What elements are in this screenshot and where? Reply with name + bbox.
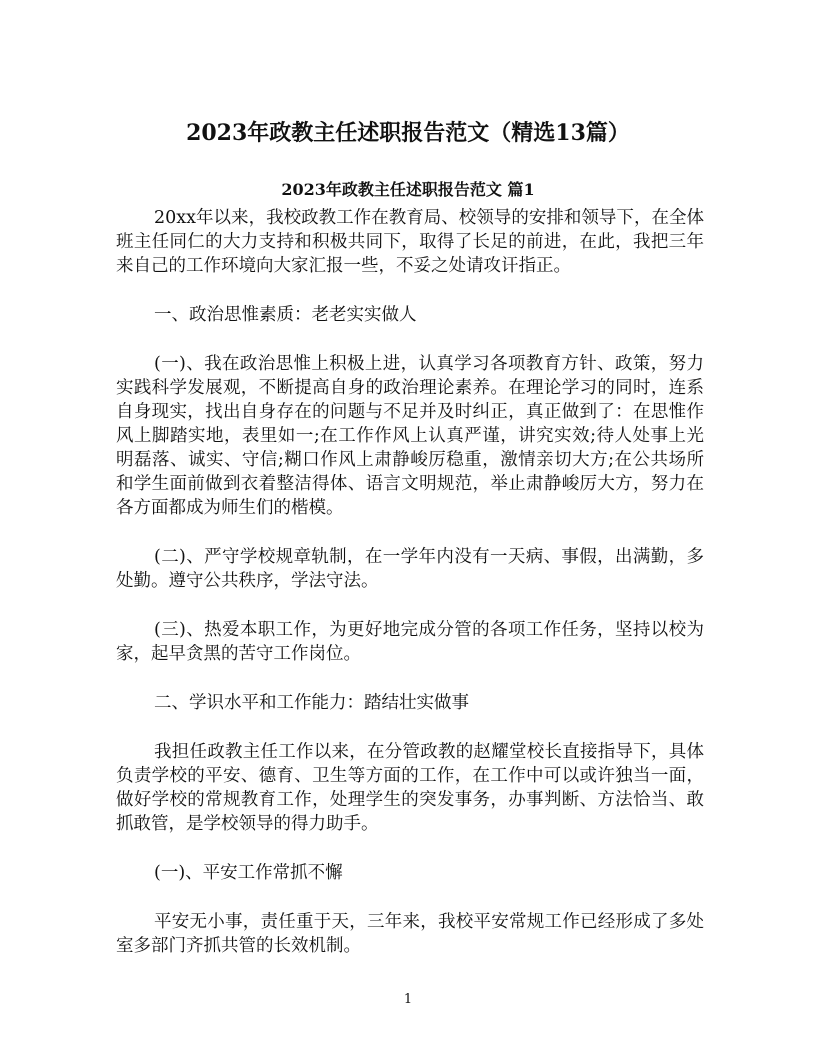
paragraph-line: 家，起早贪黑的苦守工作岗位。 — [116, 644, 361, 664]
paragraph-line: 班主任同仁的大力支持和积极共同下，取得了长足的前进，在此，我把三年 — [116, 232, 704, 252]
paragraph — [116, 303, 704, 327]
paragraph — [116, 618, 704, 666]
paragraph — [116, 861, 704, 885]
paragraph-line: 各方面都成为师生们的楷模。 — [116, 498, 344, 518]
paragraph — [116, 352, 704, 520]
paragraph-line: 20xx年以来，我校政教工作在教育局、校领导的安排和领导下，在全体 — [154, 208, 704, 228]
paragraph-line: 做好学校的常规教育工作，处理学生的突发事务，办事判断、方法恰当、敢 — [116, 790, 704, 810]
document-body — [116, 206, 704, 958]
paragraph-line: 风上脚踏实地，表里如一;在工作作风上认真严谨，讲究实效;待人处事上光 — [116, 426, 704, 446]
paragraph-line: 负责学校的平安、德育、卫生等方面的工作，在工作中可以或许独当一面， — [116, 766, 704, 786]
paragraph-line: 来自己的工作环境向大家汇报一些，不妥之处请攻讦指正。 — [116, 256, 571, 276]
paragraph-line: 二、学识水平和工作能力：踏结壮实做事 — [154, 693, 469, 713]
paragraph-line: (二)、严守学校规章轨制，在一学年内没有一天病、事假，出满勤，多 — [154, 547, 704, 567]
paragraph-line: 抓敢管，是学校领导的得力助手。 — [116, 814, 379, 834]
paragraph-line: 一、政治思惟素质：老老实实做人 — [154, 305, 417, 325]
paragraph-line: 实践科学发展观，不断提高自身的政治理论素养。在理论学习的同时，连系 — [116, 378, 704, 398]
paragraph — [116, 206, 704, 278]
paragraph-line: (一)、平安工作常抓不懈 — [154, 863, 343, 883]
paragraph-line: 室多部门齐抓共管的长效机制。 — [116, 936, 361, 956]
document-title: 2023年政教主任述职报告范文（精选13篇） — [186, 120, 630, 146]
paragraph — [116, 910, 704, 958]
paragraph-line: 处勤。遵守公共秩序，学法守法。 — [116, 571, 379, 591]
paragraph-line: (一)、我在政治思惟上积极上进，认真学习各项教育方针、政策，努力 — [154, 354, 704, 374]
paragraph — [116, 545, 704, 593]
paragraph-line: 平安无小事，责任重于天，三年来，我校平安常规工作已经形成了多处 — [154, 912, 704, 932]
paragraph-line: 和学生面前做到衣着整洁得体、语言文明规范，举止肃静峻厉大方，努力在 — [116, 474, 704, 494]
paragraph-line: (三)、热爱本职工作，为更好地完成分管的各项工作任务，坚持以校为 — [154, 620, 704, 640]
paragraph — [116, 740, 704, 836]
section-heading: 2023年政教主任述职报告范文 篇1 — [281, 180, 535, 199]
paragraph-line: 明磊落、诚实、守信;糊口作风上肃静峻厉稳重，激情亲切大方;在公共场所 — [116, 450, 704, 470]
paragraph — [116, 691, 704, 715]
paragraph-line: 自身现实，找出自身存在的问题与不足并及时纠正，真正做到了：在思惟作 — [116, 402, 704, 422]
paragraph-line: 我担任政教主任工作以来，在分管政教的赵耀堂校长直接指导下，具体 — [154, 742, 704, 762]
page-number: 1 — [403, 992, 413, 1007]
